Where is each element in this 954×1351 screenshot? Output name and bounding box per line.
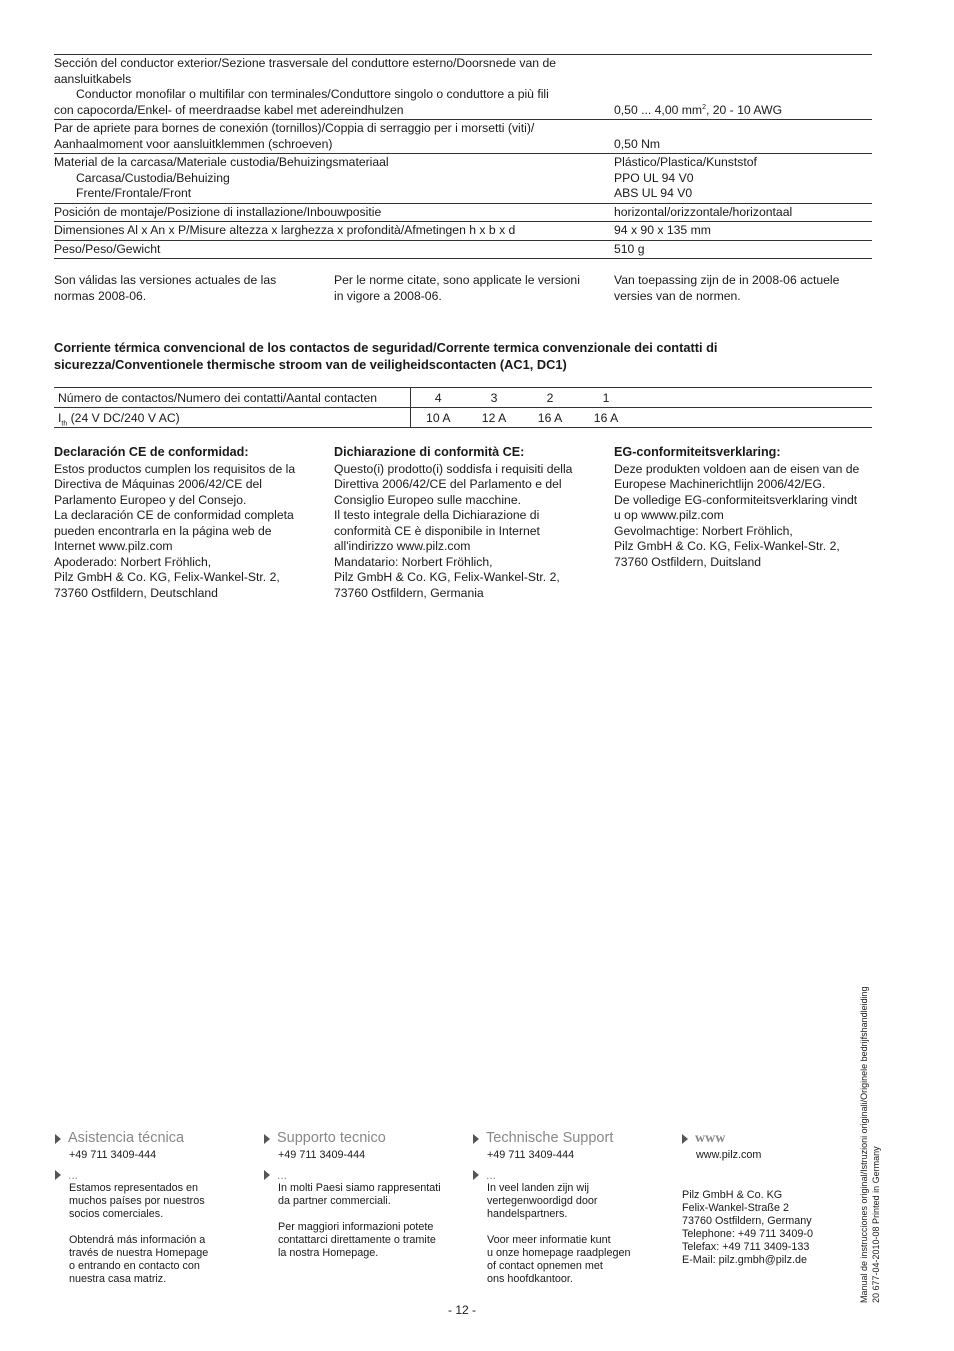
thermal-current-value: 16 A: [522, 408, 578, 428]
spec-row-weight: [54, 240, 872, 259]
arrow-right-icon: [473, 1170, 479, 1180]
declaration-title: Declaración CE de conformidad:: [54, 445, 249, 459]
spec-row-torque: [54, 120, 872, 154]
spec-text: Sección del conductor exterior/Sezione trasversale del conduttore esterno/Doorsnede van de: [54, 56, 557, 70]
declaration-line: Pilz GmbH & Co. KG, Felix-Wankel-Str. 2,: [54, 570, 280, 584]
side-note-line: Manual de instrucciones original/Istruzioni originali/Originele bedrijfshandleiding: [859, 986, 869, 1303]
footer-phone: +49 711 3409-444: [69, 1149, 157, 1161]
thermal-current-value: 16 A: [578, 408, 634, 428]
spec-value: Plástico/Plastica/Kunststof: [614, 155, 757, 169]
declaration-line: Europese Machinerichtlijn 2006/42/EG.: [614, 477, 826, 491]
arrow-right-icon: [682, 1134, 688, 1144]
thermal-current-value: 12 A: [466, 408, 522, 428]
spec-text: Dimensiones Al x An x P/Misure altezza x larghezza x profondità/Afmetingen h x b x d: [54, 223, 516, 237]
declaration-line: Mandatario: Norbert Fröhlich,: [334, 554, 493, 569]
spec-value: horizontal/orizzontale/horizontaal: [614, 204, 793, 219]
spec-value: 0,50 ... 4,00 $mm^2$, 20 - 10 AWG: [614, 102, 783, 117]
declaration-line: all'indirizzo www.pilz.com: [334, 539, 471, 553]
footer-body: In veel landen zijn wij vertegenwoordigd door handelspartners. Voor meer informatie kunt u onze homepage raadplegen of contact opnemen met ons hoofdkantoor.: [487, 1182, 631, 1285]
contacts-count-row: [54, 388, 872, 408]
footer-ellipsis: ...: [68, 1168, 79, 1182]
declaration-line: Pilz GmbH & Co. KG, Felix-Wankel-Str. 2,: [614, 539, 840, 553]
declaration-title: Dichiarazione di conformità CE:: [334, 445, 525, 459]
declaration-line: Direttiva 2006/42/CE del Parlamento e del: [334, 477, 562, 491]
spec-text: aansluitkabels: [54, 71, 132, 86]
declaration-line: De volledige EG-conformiteitsverklaring vindt: [614, 492, 858, 507]
declaration-line: La declaración CE de conformidad completa: [54, 508, 294, 522]
declaration-line: conformità CE è disponibile in Internet: [334, 523, 540, 538]
footer-ellipsis: ...: [277, 1168, 288, 1182]
declaration-line: 73760 Ostfildern, Germania: [334, 585, 484, 600]
contacts-count-label: Número de contactos/Numero dei contatti/Aantal contacten: [54, 388, 410, 408]
norms-nl: Van toepassing zijn de in 2008-06 actuele versies van de normen.: [614, 273, 840, 303]
declaration-line: 73760 Ostfildern, Duitsland: [614, 554, 762, 569]
spec-text: Aanhaalmoment voor aansluitklemmen (schroeven): [54, 136, 333, 151]
declaration-line: Estos productos cumplen los requisitos de la: [54, 461, 296, 476]
footer-support-nl: [473, 1130, 673, 1286]
spec-value: 510 g: [614, 241, 645, 256]
arrow-right-icon: [55, 1134, 61, 1144]
side-note: [858, 986, 882, 1303]
spec-text: Par de apriete para bornes de conexión (tornillos)/Coppia di serraggio per i morsetti (viti)/: [54, 121, 535, 135]
declaration-line: u op wwww.pilz.com: [614, 508, 724, 522]
declaration-line: Il testo integrale della Dichiarazione di: [334, 508, 540, 522]
declaration-line: Gevolmachtige: Norbert Fröhlich,: [614, 523, 793, 538]
side-note-line: 20 677-04-2010-08 Printed in Germany: [871, 1146, 881, 1303]
footer-body: Estamos representados en muchos países por nuestros socios comerciales. Obtendrá más información a través de nuestra Homepage o entrando en contacto con nuestra casa matriz.: [69, 1182, 209, 1285]
spec-value: 94 x 90 x 135 mm: [614, 223, 711, 237]
thermal-current-label: $I_{th}$ (24 V DC/240 V AC): [54, 408, 410, 428]
footer-phone: +49 711 3409-444: [487, 1149, 575, 1161]
footer-support-it: [264, 1130, 464, 1260]
spec-row-dimensions: [54, 222, 872, 241]
declaration-line: Questo(i) prodotto(i) soddisfa i requisiti della: [334, 461, 573, 476]
footer-body: In molti Paesi siamo rappresentati da partner commerciali. Per maggiori informazioni potete contattarci direttamente o tramite la nostra Homepage.: [278, 1182, 441, 1259]
spec-text: Carcasa/Custodia/Behuizing: [76, 170, 230, 185]
footer-title: Supporto tecnico: [277, 1130, 386, 1146]
declaration-line: pueden encontrarla en la página web de: [54, 523, 272, 538]
norms-es: Son válidas las versiones actuales de las normas 2008-06.: [54, 273, 277, 303]
contacts-count-value: 1: [578, 388, 634, 408]
footer-title: Asistencia técnica: [68, 1130, 185, 1146]
specifications-table: [54, 54, 872, 259]
footer-phone: +49 711 3409-444: [278, 1149, 366, 1161]
contacts-heading: Corriente térmica convencional de los contactos de seguridad/Corrente termica convenzionale dei contatti di sicurezza/Conventionele thermische stroom van de veiligheidscontacten (AC1, DC1): [54, 340, 718, 372]
declaration-line: Deze produkten voldoen aan de eisen van de: [614, 461, 860, 476]
footer-contact: [682, 1130, 852, 1267]
footer-ellipsis: ...: [486, 1168, 497, 1182]
arrow-right-icon: [264, 1170, 270, 1180]
spec-value: PPO UL 94 V0: [614, 170, 694, 185]
spec-text: Frente/Frontale/Front: [76, 186, 192, 200]
website-link[interactable]: www.pilz.com: [696, 1149, 762, 1161]
arrow-right-icon: [473, 1134, 479, 1144]
contacts-count-value: 4: [410, 388, 466, 408]
spec-value: 0,50 Nm: [614, 136, 661, 151]
contacts-count-value: 2: [522, 388, 578, 408]
company-address: Pilz GmbH & Co. KG Felix-Wankel-Straße 2 73760 Ostfildern, Germany Telephone: +49 711 3409-0 Telefax: +49 711 3409-133 E-Mail: pilz.gmbh@pilz.de: [682, 1189, 813, 1266]
contacts-count-value: 3: [466, 388, 522, 408]
contacts-table: [54, 387, 872, 428]
declaration-nl: [614, 445, 876, 570]
spec-row-conductor: [54, 55, 872, 120]
spec-text: Posición de montaje/Posizione di installazione/Inbouwpositie: [54, 204, 382, 219]
footer-support-es: [55, 1130, 255, 1286]
declaration-es: [54, 445, 316, 601]
declaration-line: Pilz GmbH & Co. KG, Felix-Wankel-Str. 2,: [334, 570, 560, 584]
spec-text: Peso/Peso/Gewicht: [54, 241, 161, 256]
spec-row-mounting: [54, 203, 872, 222]
spec-value: ABS UL 94 V0: [614, 186, 693, 200]
spec-text: Material de la carcasa/Materiale custodia/Behuizingsmateriaal: [54, 155, 389, 169]
thermal-current-value: 10 A: [410, 408, 466, 428]
declaration-title: EG-conformiteitsverklaring:: [614, 445, 781, 459]
declaration-line: Consiglio Europeo sulle macchine.: [334, 492, 521, 507]
declaration-line: Directiva de Máquinas 2006/42/CE del: [54, 477, 262, 491]
declaration-line: Internet www.pilz.com: [54, 539, 173, 553]
norms-it: Per le norme citate, sono applicate le versioni in vigore a 2008-06.: [334, 273, 580, 303]
declaration-it: [334, 445, 596, 601]
spec-row-housing: [54, 154, 872, 204]
declaration-line: Apoderado: Norbert Fröhlich,: [54, 554, 212, 569]
thermal-current-row: [54, 408, 872, 428]
arrow-right-icon: [264, 1134, 270, 1144]
declaration-line: Parlamento Europeo y del Consejo.: [54, 492, 247, 507]
page-number: - 12 -: [448, 1303, 477, 1317]
spec-text: con capocorda/Enkel- of meerdraadse kabel met adereindhulzen: [54, 102, 404, 117]
spec-text: Conductor monofilar o multifilar con terminales/Conduttore singolo o conduttore a più fili: [76, 87, 549, 101]
footer-title: Technische Support: [486, 1130, 614, 1146]
declaration-line: 73760 Ostfildern, Deutschland: [54, 585, 218, 600]
footer-www-title: www: [695, 1131, 726, 1146]
arrow-right-icon: [55, 1170, 61, 1180]
